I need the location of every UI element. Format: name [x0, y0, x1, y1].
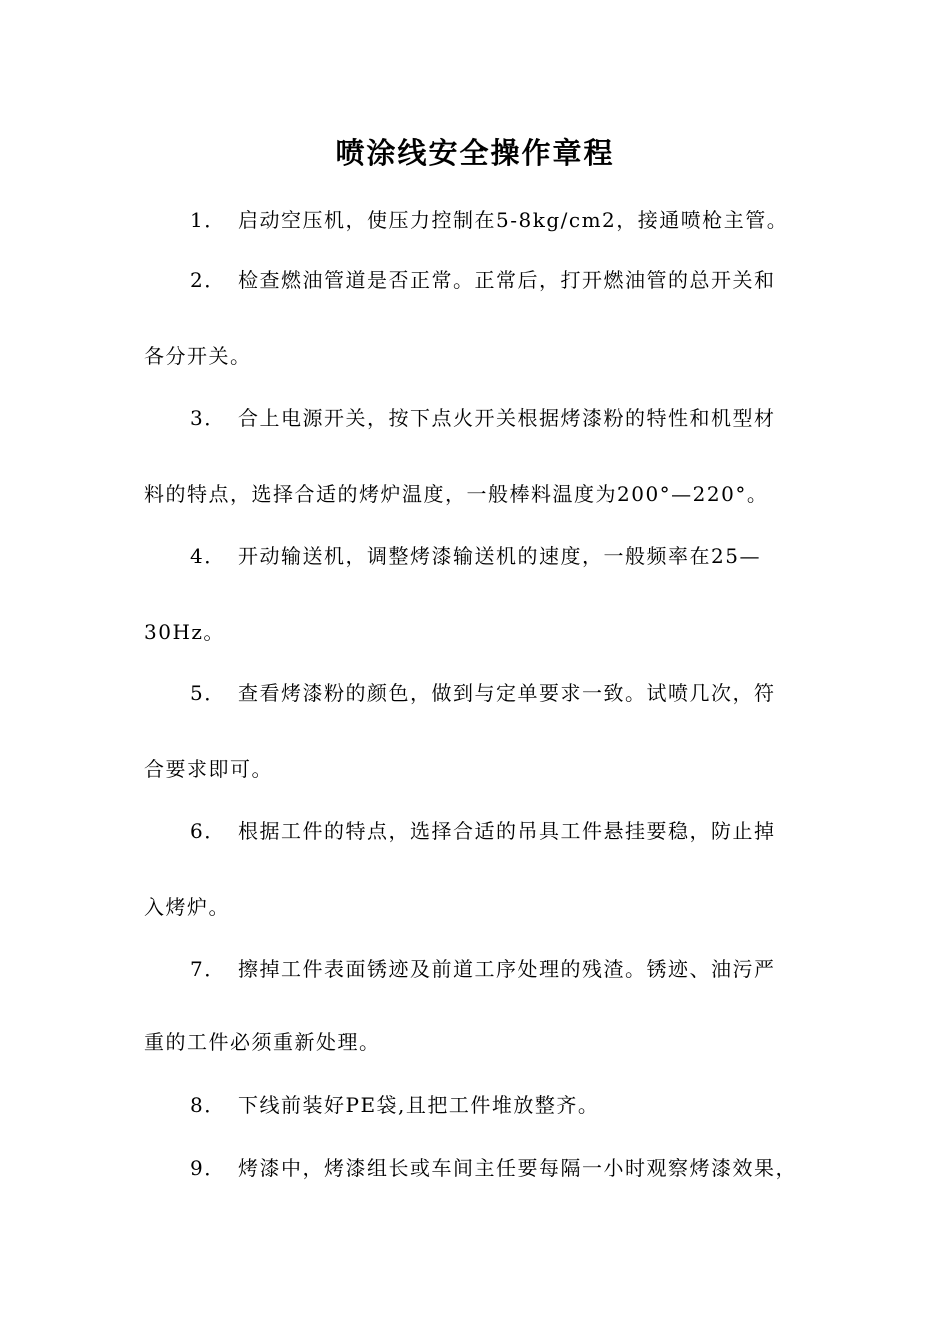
item-text: 擦掉工件表面锈迹及前道工序处理的残渣。锈迹、油污严 [238, 957, 776, 981]
item-number: 3． [190, 406, 226, 430]
item-text: 检查燃油管道是否正常。正常后，打开燃油管的总开关和 [238, 268, 776, 292]
list-item-7 [190, 954, 776, 984]
item-text: 启动空压机，使压力控制在5-8kg/cm2，接通喷枪主管。 [238, 208, 789, 232]
list-item-6-continuation: 入烤炉。 [144, 895, 230, 919]
list-item-2 [190, 265, 776, 295]
list-item-9 [190, 1153, 797, 1183]
list-item-8 [190, 1090, 599, 1120]
item-number: 7． [190, 957, 226, 981]
list-item-1 [190, 205, 788, 235]
item-text: 烤漆中，烤漆组长或车间主任要每隔一小时观察烤漆效果， [238, 1156, 797, 1180]
list-item-4 [190, 541, 761, 571]
item-text: 查看烤漆粉的颜色，做到与定单要求一致。试喷几次，符 [238, 681, 776, 705]
item-text: 根据工件的特点，选择合适的吊具工件悬挂要稳，防止掉 [238, 819, 776, 843]
item-number: 2． [190, 268, 226, 292]
list-item-3 [190, 403, 776, 433]
item-number: 1． [190, 208, 226, 232]
list-item-7-continuation: 重的工件必须重新处理。 [144, 1030, 381, 1054]
item-number: 4． [190, 544, 226, 568]
list-item-2-continuation: 各分开关。 [144, 344, 252, 368]
item-number: 6． [190, 819, 226, 843]
list-item-6 [190, 816, 776, 846]
list-item-5 [190, 678, 776, 708]
item-text: 下线前装好PE袋,且把工件堆放整齐。 [238, 1093, 600, 1117]
item-number: 9． [190, 1156, 226, 1180]
item-text: 开动输送机，调整烤漆输送机的速度，一般频率在25— [238, 544, 761, 568]
list-item-5-continuation: 合要求即可。 [144, 757, 273, 781]
item-text: 合上电源开关，按下点火开关根据烤漆粉的特性和机型材 [238, 406, 776, 430]
list-item-3-continuation: 料的特点，选择合适的烤炉温度，一般棒料温度为200°—220°。 [144, 482, 769, 506]
list-item-4-continuation: 30Hz。 [144, 620, 225, 644]
item-number: 5． [190, 681, 226, 705]
document-title: 喷涂线安全操作章程 [335, 136, 615, 170]
item-number: 8． [190, 1093, 226, 1117]
